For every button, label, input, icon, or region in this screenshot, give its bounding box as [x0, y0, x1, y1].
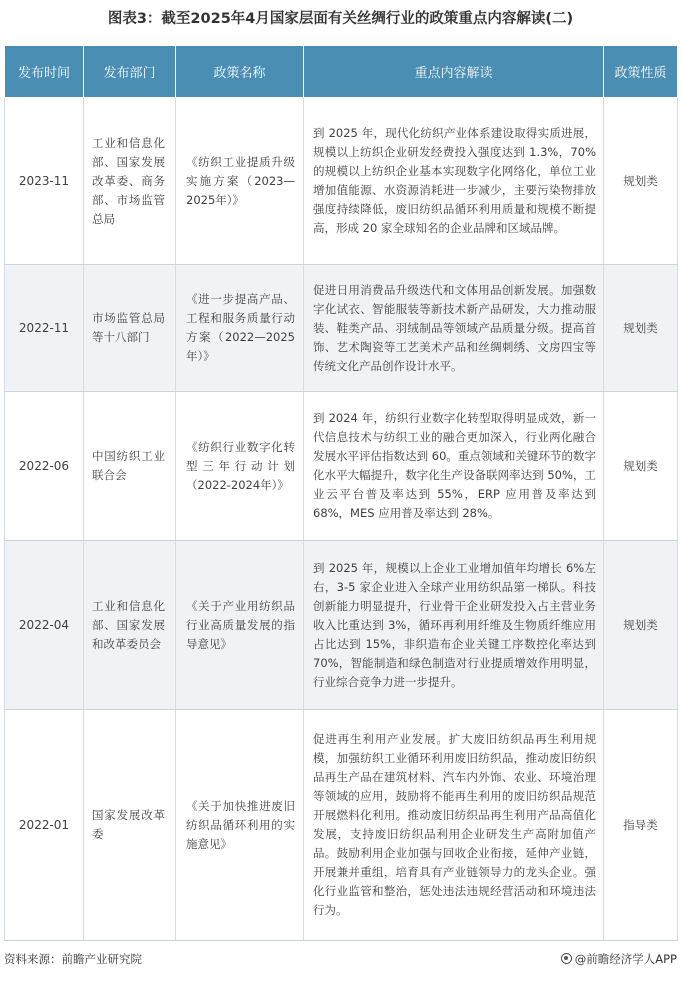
page-title: 图表3：截至2025年4月国家层面有关丝绸行业的政策重点内容解读(二) [107, 11, 574, 27]
cell-dept: 中国纺织工业联合会 [84, 392, 176, 541]
header-content: 重点内容解读 [304, 46, 604, 98]
table-row [5, 710, 678, 941]
cell-policy-name: 《纺织工业提质升级实施方案（2023—2025年）》 [176, 98, 304, 265]
brand-logo-icon [561, 953, 572, 964]
cell-dept: 市场监管总局等十八部门 [84, 265, 176, 392]
cell-time: 2022-06 [5, 392, 84, 541]
cell-policy-name: 《进一步提高产品、工程和服务质量行动方案（2022—2025年）》 [176, 265, 304, 392]
cell-nature: 规划类 [604, 392, 678, 541]
cell-content: 到 2024 年，纺织行业数字化转型取得明显成效，新一代信息技术与纺织工业的融合更加深入，行业两化融合发展水平评估指数达到 60。重点领域和关键环节的数字化水平大幅提升，数字化生产设备联网率达到 50%，工业云平台普及率达到 55%，ERP 应用普及率达到 68%，MES 应用普及率达到 28%。 [304, 392, 604, 541]
header-nature: 政策性质 [604, 46, 678, 98]
cell-nature: 指导类 [604, 710, 678, 941]
cell-time: 2022-04 [5, 541, 84, 710]
cell-nature: 规划类 [604, 265, 678, 392]
header-name: 政策名称 [176, 46, 304, 98]
cell-time: 2023-11 [5, 98, 84, 265]
cell-time: 2022-11 [5, 265, 84, 392]
cell-content: 促进日用消费品升级迭代和文体用品创新发展。加强数字化试衣、智能服装等新技术新产品研发，大力推动服装、鞋类产品、羽绒制品等领域产品质量分级。提高首饰、艺术陶瓷等工艺美术产品和丝绸刺绣、文房四宝等传统文化产品创作设计水平。 [304, 265, 604, 392]
policy-table-container [4, 45, 677, 941]
cell-dept: 工业和信息化部、国家发展和改革委员会 [84, 541, 176, 710]
cell-dept: 国家发展改革委 [84, 710, 176, 941]
table-row [5, 541, 678, 710]
cell-time: 2022-01 [5, 710, 84, 941]
cell-content: 到 2025 年，现代化纺织产业体系建设取得实质进展，规模以上纺织企业研发经费投入强度达到 1.3%，70%的规模以上纺织企业基本实现数字化网络化，单位工业增加值能源、水资源消耗进一步减少，主要污染物排放强度持续降低，废旧纺织品循环利用质量和规模不断提高，形成 20 家全球知名的企业品牌和区域品牌。 [304, 98, 604, 265]
brand-credit-text: @前瞻经济学人APP [574, 952, 677, 966]
cell-policy-name: 《纺织行业数字化转型三年行动计划（2022-2024年）》 [176, 392, 304, 541]
brand-credit [561, 950, 677, 968]
policy-table [4, 45, 678, 941]
cell-content: 促进再生利用产业发展。扩大废旧纺织品再生利用规模，加强纺织工业循环利用废旧纺织品，推动废旧纺织品再生产品在建筑材料、汽车内外饰、农业、环境治理等领域的应用，鼓励将不能再生利用的废旧纺织品规范开展燃料化利用。推动废旧纺织品再生利用产品高值化发展，支持废旧纺织品利用企业研发生产高附加值产品。鼓励利用企业加强与回收企业衔接，延伸产业链，开展兼并重组，培育具有产业链领导力的龙头企业。强化行业监管和整治，惩处违法违规经营活动和环境违法行为。 [304, 710, 604, 941]
table-row [5, 392, 678, 541]
cell-nature: 规划类 [604, 98, 678, 265]
header-time: 发布时间 [5, 46, 84, 98]
source-note: 资料来源：前瞻产业研究院 [4, 952, 142, 966]
header-dept: 发布部门 [84, 46, 176, 98]
cell-nature: 规划类 [604, 541, 678, 710]
cell-policy-name: 《关于产业用纺织品行业高质量发展的指导意见》 [176, 541, 304, 710]
cell-dept: 工业和信息化部、国家发展改革委、商务部、市场监管总局 [84, 98, 176, 265]
table-row [5, 265, 678, 392]
table-row [5, 98, 678, 265]
table-header-row [5, 46, 678, 98]
cell-policy-name: 《关于加快推进废旧纺织品循环利用的实施意见》 [176, 710, 304, 941]
cell-content: 到 2025 年，规模以上企业工业增加值年均增长 6%左右，3-5 家企业进入全球产业用纺织品第一梯队。科技创新能力明显提升，行业骨干企业研发投入占主营业务收入比重达到 3%，循环再利用纤维及生物质纤维应用占比达到 15%，非织造布企业关键工序数控化率达到 70%，智能制造和绿色制造对行业提质增效作用明显，行业综合竞争力进一步提升。 [304, 541, 604, 710]
